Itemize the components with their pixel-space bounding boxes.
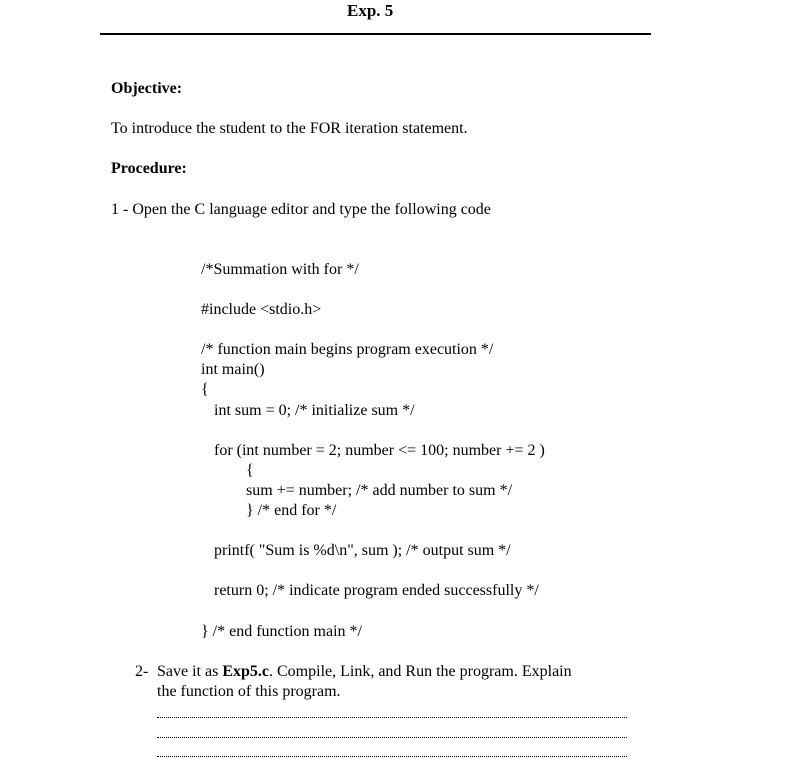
answer-line[interactable] bbox=[157, 717, 627, 718]
code-line: } /* end for */ bbox=[246, 502, 337, 519]
code-line: int main() bbox=[201, 361, 265, 378]
step-2-line-1 bbox=[157, 662, 572, 682]
code-line: printf( "Sum is %d\n", sum ); /* output sum */ bbox=[214, 542, 511, 559]
code-line: /*Summation with for */ bbox=[201, 261, 359, 278]
step-2-text-pre: Save it as bbox=[157, 663, 223, 680]
code-line: /* function main begins program execution */ bbox=[201, 341, 494, 358]
answer-line[interactable] bbox=[157, 737, 627, 738]
code-line: int sum = 0; /* initialize sum */ bbox=[214, 402, 415, 419]
step-2-line-2: the function of this program. bbox=[157, 683, 341, 700]
code-line: return 0; /* indicate program ended successfully */ bbox=[214, 582, 539, 599]
step-2-text-post: . Compile, Link, and Run the program. Explain bbox=[269, 663, 572, 680]
code-line: { bbox=[201, 381, 209, 398]
procedure-step-1: 1 - Open the C language editor and type the following code bbox=[111, 201, 491, 218]
title-rule bbox=[100, 33, 651, 35]
code-line: for (int number = 2; number <= 100; number += 2 ) bbox=[214, 442, 545, 459]
code-line: sum += number; /* add number to sum */ bbox=[246, 482, 513, 499]
objective-text: To introduce the student to the FOR iteration statement. bbox=[111, 120, 468, 137]
objective-heading: Objective: bbox=[111, 80, 183, 97]
code-line: { bbox=[246, 462, 254, 479]
page-title: Exp. 5 bbox=[347, 1, 394, 20]
procedure-heading: Procedure: bbox=[111, 160, 187, 177]
code-line: } /* end function main */ bbox=[201, 623, 362, 640]
step-2-number: 2- bbox=[135, 663, 149, 680]
answer-line[interactable] bbox=[157, 756, 627, 757]
step-2-filename: Exp5.c bbox=[222, 663, 269, 680]
code-line: #include <stdio.h> bbox=[201, 301, 322, 318]
